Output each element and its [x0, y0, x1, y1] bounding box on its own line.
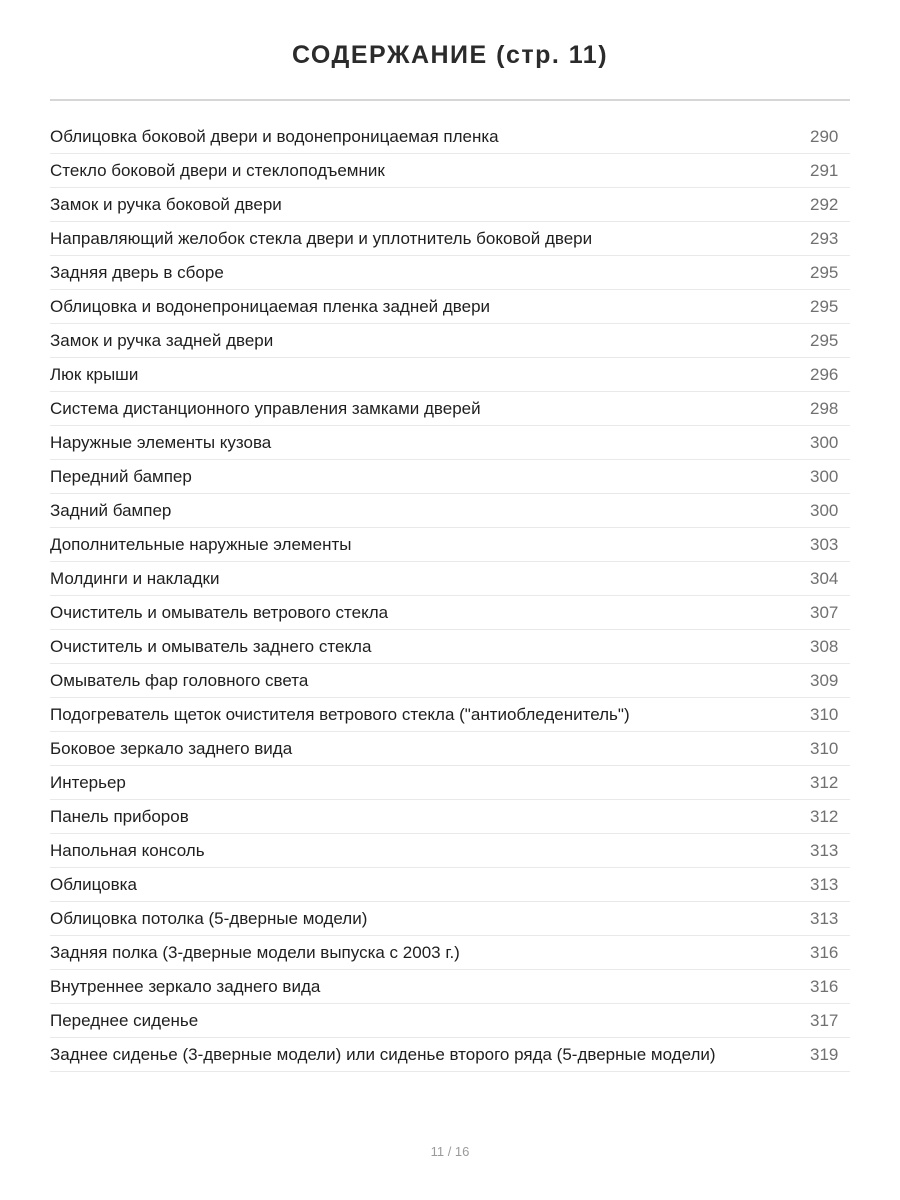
toc-entry-title: Внутреннее зеркало заднего вида	[50, 976, 321, 996]
toc-entry-page: 291	[810, 160, 839, 180]
toc-entry[interactable]	[50, 834, 850, 868]
toc-entry[interactable]	[50, 562, 850, 596]
toc-entry[interactable]	[50, 868, 850, 902]
toc-entry-title: Система дистанционного управления замками дверей	[50, 398, 481, 418]
toc-entry-title: Облицовка потолка (5-дверные модели)	[50, 908, 368, 928]
toc-entry-page: 312	[810, 772, 839, 792]
toc-entry-page: 308	[810, 636, 839, 656]
toc-entry[interactable]	[50, 698, 850, 732]
toc-entry-page: 309	[810, 670, 839, 690]
toc-entry-page: 300	[810, 466, 839, 486]
toc-entry[interactable]	[50, 120, 850, 154]
title-divider	[50, 99, 850, 101]
toc-entry[interactable]	[50, 902, 850, 936]
toc-entry-page: 298	[810, 398, 839, 418]
toc-entry[interactable]	[50, 426, 850, 460]
toc-entry[interactable]	[50, 630, 850, 664]
toc-entry-page: 296	[810, 364, 839, 384]
toc-entry-title: Замок и ручка задней двери	[50, 330, 274, 350]
toc-entry-page: 316	[810, 942, 839, 962]
toc-entry-page: 319	[810, 1044, 839, 1064]
toc-entry-page: 303	[810, 534, 839, 554]
toc-entry[interactable]	[50, 1038, 850, 1072]
toc-entry[interactable]	[50, 324, 850, 358]
toc-entry-title: Облицовка и водонепроницаемая пленка задней двери	[50, 296, 491, 316]
toc-entry[interactable]	[50, 528, 850, 562]
toc-entry-page: 313	[810, 840, 839, 860]
table-of-contents	[50, 120, 850, 1072]
toc-entry-page: 313	[810, 908, 839, 928]
toc-entry[interactable]	[50, 154, 850, 188]
toc-entry[interactable]	[50, 494, 850, 528]
toc-entry-title: Очиститель и омыватель ветрового стекла	[50, 602, 389, 622]
toc-entry-title: Дополнительные наружные элементы	[50, 534, 352, 554]
toc-entry-title: Люк крыши	[50, 364, 139, 384]
toc-entry-page: 312	[810, 806, 839, 826]
toc-entry-title: Интерьер	[50, 772, 126, 792]
toc-entry[interactable]	[50, 188, 850, 222]
toc-entry[interactable]	[50, 732, 850, 766]
toc-entry-title: Задняя полка (3-дверные модели выпуска с 2003 г.)	[50, 942, 460, 962]
toc-entry-title: Облицовка боковой двери и водонепроницаемая пленка	[50, 126, 499, 146]
toc-entry-page: 292	[810, 194, 839, 214]
toc-entry-page: 310	[810, 704, 839, 724]
toc-entry-page: 300	[810, 432, 839, 452]
toc-entry-page: 293	[810, 228, 839, 248]
toc-entry-page: 316	[810, 976, 839, 996]
toc-entry[interactable]	[50, 256, 850, 290]
toc-entry[interactable]	[50, 392, 850, 426]
toc-entry-title: Очиститель и омыватель заднего стекла	[50, 636, 372, 656]
toc-entry-title: Стекло боковой двери и стеклоподъемник	[50, 160, 385, 180]
toc-entry[interactable]	[50, 290, 850, 324]
page-indicator: 11 / 16	[430, 1144, 470, 1159]
toc-entry[interactable]	[50, 460, 850, 494]
toc-entry-page: 313	[810, 874, 839, 894]
toc-entry-title: Направляющий желобок стекла двери и уплотнитель боковой двери	[50, 228, 593, 248]
toc-entry-page: 295	[810, 296, 839, 316]
toc-entry-title: Напольная консоль	[50, 840, 205, 860]
toc-entry[interactable]	[50, 358, 850, 392]
toc-entry[interactable]	[50, 596, 850, 630]
toc-entry-title: Молдинги и накладки	[50, 568, 220, 588]
toc-entry-title: Наружные элементы кузова	[50, 432, 272, 452]
toc-entry-title: Заднее сиденье (3-дверные модели) или сиденье второго ряда (5-дверные модели)	[50, 1044, 716, 1064]
toc-entry-page: 310	[810, 738, 839, 758]
toc-entry-page: 307	[810, 602, 839, 622]
toc-entry[interactable]	[50, 664, 850, 698]
toc-entry-title: Замок и ручка боковой двери	[50, 194, 282, 214]
toc-entry-page: 317	[810, 1010, 839, 1030]
toc-entry[interactable]	[50, 800, 850, 834]
toc-entry-title: Переднее сиденье	[50, 1010, 199, 1030]
toc-entry[interactable]	[50, 970, 850, 1004]
toc-entry-page: 300	[810, 500, 839, 520]
toc-entry-page: 304	[810, 568, 839, 588]
toc-entry-page: 295	[810, 330, 839, 350]
toc-entry-title: Задний бампер	[50, 500, 172, 520]
toc-entry-page: 295	[810, 262, 839, 282]
toc-entry-title: Облицовка	[50, 874, 137, 894]
toc-entry-title: Панель приборов	[50, 806, 189, 826]
toc-entry-title: Передний бампер	[50, 466, 192, 486]
toc-entry[interactable]	[50, 222, 850, 256]
toc-entry[interactable]	[50, 1004, 850, 1038]
toc-entry[interactable]	[50, 936, 850, 970]
toc-entry-title: Задняя дверь в сборе	[50, 262, 224, 282]
toc-entry[interactable]	[50, 766, 850, 800]
toc-entry-title: Подогреватель щеток очистителя ветрового стекла ("антиобледенитель")	[50, 704, 630, 724]
page-title: СОДЕРЖАНИЕ (стр. 11)	[291, 41, 609, 69]
toc-entry-title: Омыватель фар головного света	[50, 670, 309, 690]
toc-entry-title: Боковое зеркало заднего вида	[50, 738, 293, 758]
toc-entry-page: 290	[810, 126, 839, 146]
